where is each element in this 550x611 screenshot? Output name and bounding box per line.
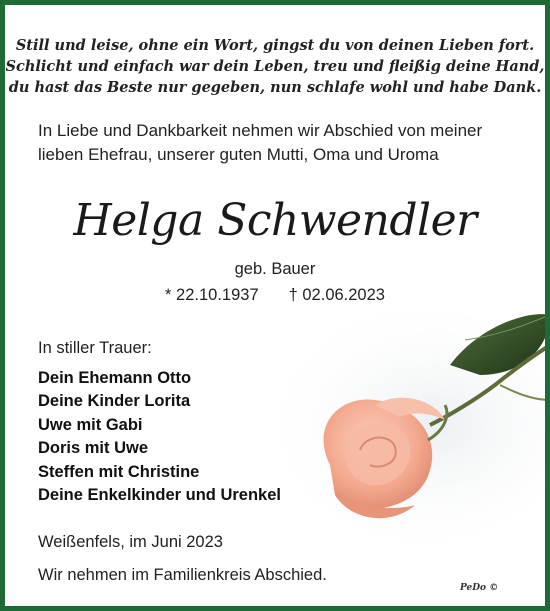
designer-credit: PeDo ©: [460, 583, 499, 593]
deceased-name: Helga Schwendler: [73, 195, 477, 246]
list-item: Dein Ehemann Otto: [38, 369, 192, 387]
list-item: Deine Enkelkinder und Urenkel: [38, 486, 281, 505]
mourners-list: [38, 367, 281, 507]
death-date: † 02.06.2023: [288, 286, 385, 304]
maiden-name: geb. Bauer: [234, 260, 316, 278]
rose-image: [250, 305, 550, 545]
life-dates: [5, 286, 545, 305]
birth-date: * 22.10.1937: [165, 286, 259, 304]
poem-line: Schlicht und einfach war dein Leben, treu und fleißig deine Hand,: [5, 58, 545, 75]
poem-line: Still und leise, ohne ein Wort, gingst du von deinen Lieben fort.: [15, 37, 535, 54]
mourners-label: In stiller Trauer:: [38, 339, 152, 357]
intro-text: [38, 119, 525, 167]
closing-note: Wir nehmen im Familienkreis Abschied.: [38, 566, 327, 584]
list-item: Steffen mit Christine: [38, 462, 200, 481]
intro-line: In Liebe und Dankbarkeit nehmen wir Abschied von meiner: [38, 121, 483, 140]
intro-line: lieben Ehefrau, unserer guten Mutti, Oma und Uroma: [38, 145, 439, 164]
poem-line: du hast das Beste nur gegeben, nun schlafe wohl und habe Dank.: [8, 79, 542, 96]
list-item: Deine Kinder Lorita: [38, 392, 191, 411]
memorial-poem: [5, 35, 545, 98]
list-item: Doris mit Uwe: [38, 439, 149, 458]
place-date: Weißenfels, im Juni 2023: [38, 533, 223, 551]
list-item: Uwe mit Gabi: [38, 415, 143, 434]
